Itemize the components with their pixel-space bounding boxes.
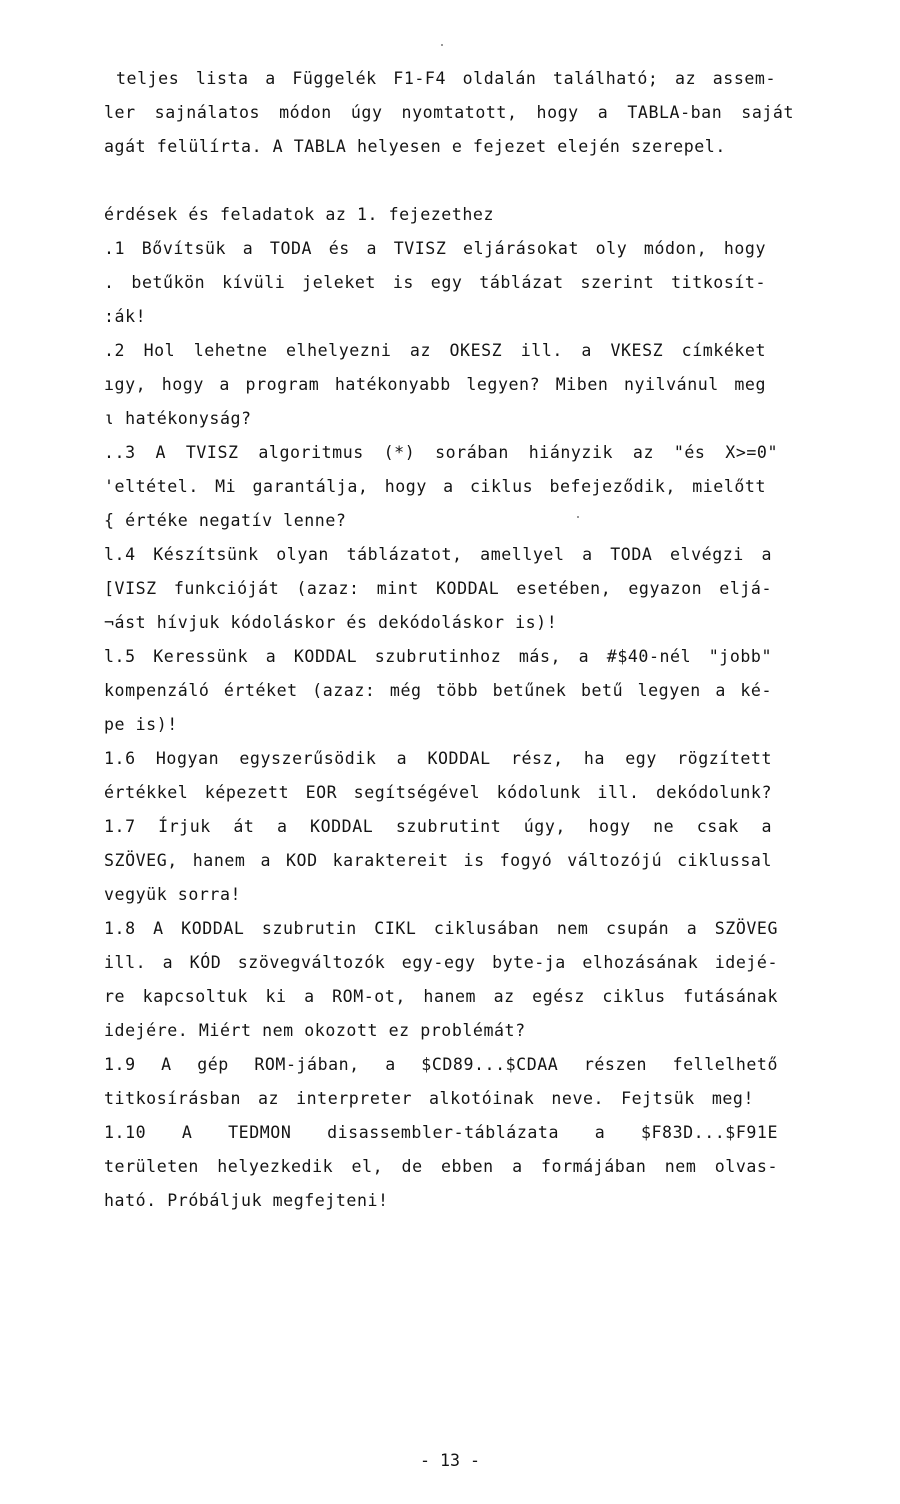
exercise-line: { értéke negatív lenne? [104,511,347,530]
intro-line: ler sajnálatos módon úgy nyomtatott, hogy a TABLA-ban saját [104,103,794,122]
exercise-line: pe is)! [104,715,178,734]
exercise-line: ..3 A TVISZ algoritmus (*) sorában hiányzik az "és X>=0" [104,443,778,462]
exercise-line: ill. a KÓD szövegváltozók egy-egy byte-ja elhozásának idejé- [104,953,778,972]
exercise-line: .2 Hol lehetne elhelyezni az OKESZ ill. a VKESZ címkéket [104,341,766,360]
exercise-line: 1.9 A gép ROM-jában, a $CD89...$CDAA részen fellelhető [104,1055,778,1074]
exercise-line: ható. Próbáljuk megfejteni! [104,1191,389,1210]
exercise-line: titkosírásban az interpreter alkotóinak neve. Fejtsük meg! [104,1089,754,1108]
section-heading: érdések és feladatok az 1. fejezethez [104,205,494,224]
exercise-line: ıgy, hogy a program hatékonyabb legyen? Miben nyilvánul meg [104,375,766,394]
intro-line: agát felülírta. A TABLA helyesen e fejezet elején szerepel. [104,137,726,156]
exercise-line: értékkel képezett EOR segítségével kódolunk ill. dekódolunk? [104,783,772,802]
exercise-line: 1.10 A TEDMON disassembler-táblázata a $F83D...$F91E [104,1123,778,1142]
intro-line: teljes lista a Függelék F1-F4 oldalán található; az assem- [116,69,776,88]
exercise-line: SZÖVEG, hanem a KOD karaktereit is fogyó változójú ciklussal [104,851,772,870]
exercise-line: vegyük sorra! [104,885,242,904]
exercise-line: 1.6 Hogyan egyszerűsödik a KODDAL rész, ha egy rögzített [104,749,772,768]
exercise-line: l.5 Keressünk a KODDAL szubrutinhoz más, a #$40-nél "jobb" [104,647,772,666]
exercise-line: 1.8 A KODDAL szubrutin CIKL ciklusában nem csupán a SZÖVEG [104,919,778,938]
exercise-line: 1.7 Írjuk át a KODDAL szubrutint úgy, hogy ne csak a [104,817,772,836]
exercise-line: kompenzáló értéket (azaz: még több betűnek betű legyen a ké- [104,681,772,700]
exercise-line: l.4 Készítsünk olyan táblázatot, amellyel a TODA elvégzi a [104,545,772,564]
exercise-line: :ák! [104,307,147,326]
exercise-line: re kapcsoltuk ki a ROM-ot, hanem az egész ciklus futásának [104,987,778,1006]
exercise-line: idejére. Miért nem okozott ez problémát? [104,1021,526,1040]
exercise-line: ¬ást hívjuk kódoláskor és dekódoláskor is)! [104,613,558,632]
exercise-line: ι hatékonyság? [104,409,252,428]
exercise-line: [VISZ funkcióját (azaz: mint KODDAL esetében, egyazon eljá- [104,579,772,598]
exercise-line: területen helyezkedik el, de ebben a formájában nem olvas- [104,1157,778,1176]
exercise-line: .1 Bővítsük a TODA és a TVISZ eljárásokat oly módon, hogy [104,239,766,258]
speck-mark [441,44,443,46]
exercise-line: 'eltétel. Mi garantálja, hogy a ciklus befejeződik, mielőtt [104,477,766,496]
exercise-line: . betűkön kívüli jeleket is egy táblázat szerint titkosít- [104,273,766,292]
page-number: - 13 - [420,1451,480,1470]
